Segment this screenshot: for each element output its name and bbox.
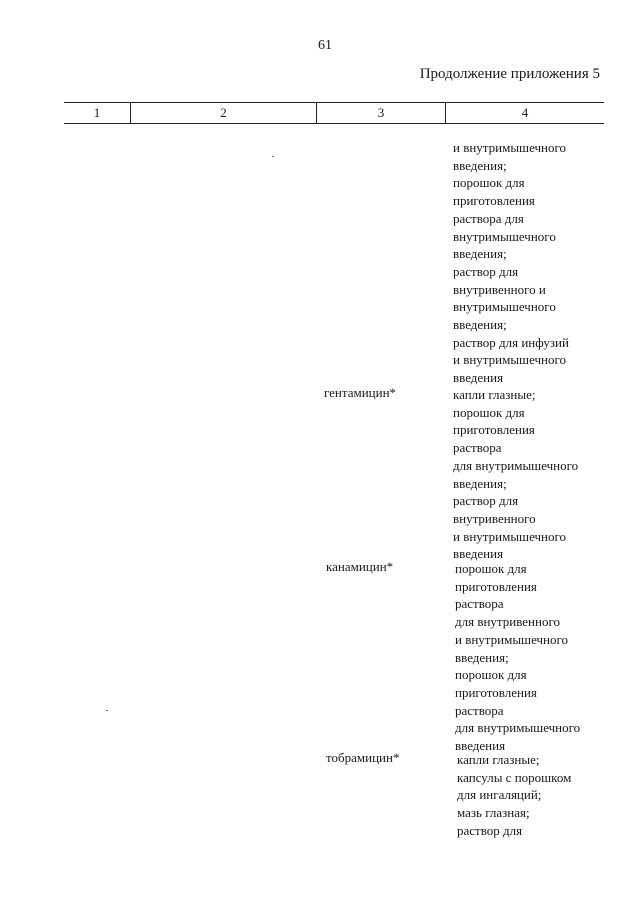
table-header-col-3: 3 <box>316 103 445 123</box>
dosage-forms-kanamycin <box>455 560 580 755</box>
dosage-form-line: введения <box>453 370 504 386</box>
drug-name-tobramycin: тобрамицин* <box>326 750 400 765</box>
page-number: 61 <box>318 38 332 53</box>
continuation-title: Продолжение приложения 5 <box>419 66 600 82</box>
dosage-form-line: и внутримышечного <box>453 528 567 544</box>
dosage-form-line: раствора <box>455 596 504 612</box>
dosage-form-line: раствора для <box>453 210 524 226</box>
dosage-form-line: раствора <box>453 440 502 456</box>
dosage-form-line: раствор для <box>453 493 519 509</box>
dosage-forms-continued <box>453 139 569 387</box>
dosage-form-line: введения; <box>453 475 507 491</box>
drug-name-gentamicin: гентамицин* <box>324 385 397 400</box>
dosage-form-line: внутримышечного <box>453 228 556 244</box>
dosage-form-line: раствора <box>455 702 504 718</box>
dosage-form-line: раствор для инфузий <box>453 334 569 350</box>
table-header-col-4: 4 <box>445 103 604 123</box>
dosage-form-line: капсулы с порошком <box>457 769 572 785</box>
scan-speck <box>106 710 108 711</box>
dosage-form-line: приготовления <box>453 193 535 209</box>
drug-name-kanamycin: канамицин* <box>326 559 394 574</box>
dosage-form-line: порошок для <box>455 667 527 683</box>
dosage-form-line: введения; <box>453 246 507 262</box>
dosage-forms-tobramycin <box>457 751 571 840</box>
dosage-form-line: порошок для <box>453 404 525 420</box>
dosage-form-line: раствор для <box>457 822 523 838</box>
dosage-forms-gentamicin <box>453 386 578 563</box>
dosage-form-line: порошок для <box>455 561 527 576</box>
dosage-form-line: введения <box>455 738 506 754</box>
dosage-form-line: капли глазные; <box>453 387 536 402</box>
scan-speck <box>272 156 274 157</box>
dosage-form-line: введения; <box>455 649 509 665</box>
dosage-form-line: введения <box>453 546 504 562</box>
dosage-form-line: мазь глазная; <box>457 805 530 821</box>
dosage-form-line: и внутримышечного <box>455 631 569 647</box>
dosage-form-line: для внутримышечного <box>455 720 581 736</box>
dosage-form-line: введения; <box>453 317 507 333</box>
dosage-form-line: и внутримышечного <box>453 140 567 155</box>
dosage-form-line: приготовления <box>455 684 537 700</box>
dosage-form-line: и внутримышечного <box>453 352 567 368</box>
dosage-form-line: приготовления <box>453 422 535 438</box>
dosage-form-line: раствор для <box>453 263 519 279</box>
dosage-form-line: внутривенного и <box>453 281 546 297</box>
dosage-form-line: внутримышечного <box>453 299 556 315</box>
dosage-form-line: для внутривенного <box>455 614 560 630</box>
dosage-form-line: капли глазные; <box>457 752 540 767</box>
dosage-form-line: порошок для <box>453 175 525 191</box>
dosage-form-line: внутривенного <box>453 510 536 526</box>
dosage-form-line: введения; <box>453 157 507 173</box>
table-header-row <box>64 102 604 124</box>
table-header-col-1: 1 <box>93 105 101 120</box>
table-header-col-2: 2 <box>130 103 316 123</box>
dosage-form-line: приготовления <box>455 578 537 594</box>
dosage-form-line: для ингаляций; <box>457 787 542 803</box>
dosage-form-line: для внутримышечного <box>453 457 579 473</box>
